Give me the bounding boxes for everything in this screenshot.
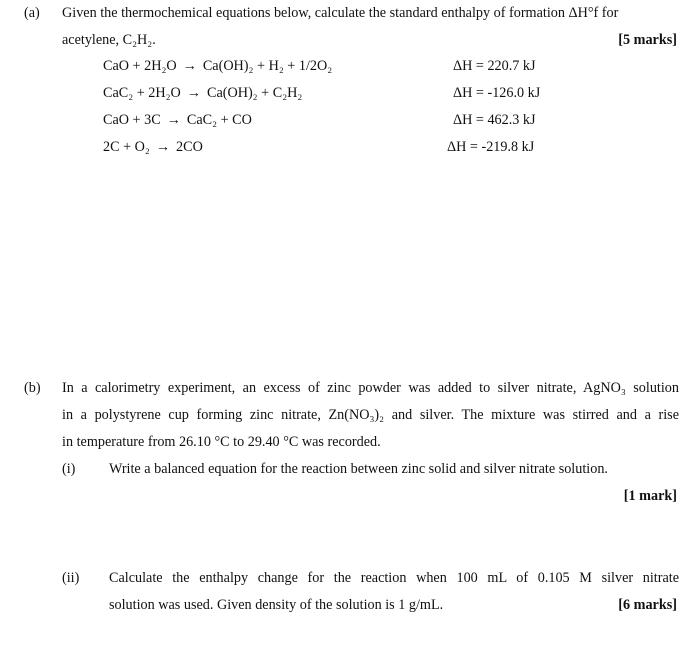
part-b-label: (b) bbox=[24, 380, 41, 396]
equation-products: CaC₂ + CO bbox=[186, 112, 252, 128]
equation-1 bbox=[103, 58, 332, 75]
reaction-arrow-icon: → bbox=[166, 112, 181, 128]
equation-3-enthalpy: ΔH = 462.3 kJ bbox=[453, 112, 536, 128]
part-a-question-line2: acetylene, C₂H₂. bbox=[62, 32, 156, 48]
equation-reactants: 2C + O₂ bbox=[103, 139, 150, 155]
equation-4 bbox=[103, 139, 203, 156]
equation-1-enthalpy: ΔH = 220.7 kJ bbox=[453, 58, 536, 74]
sub-i-label: (i) bbox=[62, 461, 76, 477]
reaction-arrow-icon: → bbox=[155, 139, 171, 155]
reaction-arrow-icon: → bbox=[182, 58, 197, 74]
equation-reactants: CaC₂ + 2H₂O bbox=[103, 85, 181, 101]
sub-ii-line1: Calculate the enthalpy change for the reaction when 100 mL of 0.105 M silver nitrate bbox=[109, 570, 679, 586]
sub-ii-line2: solution was used. Given density of the solution is 1 g/mL. bbox=[109, 597, 444, 613]
part-a-marks: [5 marks] bbox=[618, 32, 677, 48]
equation-3 bbox=[103, 112, 252, 129]
sub-i-marks: [1 mark] bbox=[623, 488, 677, 504]
sub-i-text: Write a balanced equation for the reaction between zinc solid and silver nitrate solution. bbox=[109, 461, 608, 477]
part-b-line3: in temperature from 26.10 °C to 29.40 °C was recorded. bbox=[62, 434, 381, 450]
equation-reactants: CaO + 3C bbox=[103, 112, 161, 128]
equation-reactants: CaO + 2H₂O bbox=[103, 58, 177, 74]
equation-products: Ca(OH)₂ + C₂H₂ bbox=[206, 85, 303, 101]
part-a-question-line1: Given the thermochemical equations below, calculate the standard enthalpy of formation ΔH°f for bbox=[62, 5, 619, 21]
sub-ii-marks: [6 marks] bbox=[618, 597, 677, 613]
equation-products: 2CO bbox=[176, 139, 203, 155]
part-b-line1: In a calorimetry experiment, an excess of zinc powder was added to silver nitrate, AgNO₃ solution bbox=[62, 380, 679, 396]
equation-2-enthalpy: ΔH = -126.0 kJ bbox=[453, 85, 541, 101]
equation-products: Ca(OH)₂ + H₂ + 1/2O₂ bbox=[202, 58, 333, 74]
equation-2 bbox=[103, 85, 302, 102]
part-b-line2: in a polystyrene cup forming zinc nitrate, Zn(NO₃)₂ and silver. The mixture was stirred and a rise bbox=[62, 407, 679, 423]
reaction-arrow-icon: → bbox=[186, 85, 201, 101]
sub-ii-label: (ii) bbox=[62, 570, 80, 586]
part-a-label: (a) bbox=[24, 5, 40, 21]
equation-4-enthalpy: ΔH = -219.8 kJ bbox=[447, 139, 535, 155]
